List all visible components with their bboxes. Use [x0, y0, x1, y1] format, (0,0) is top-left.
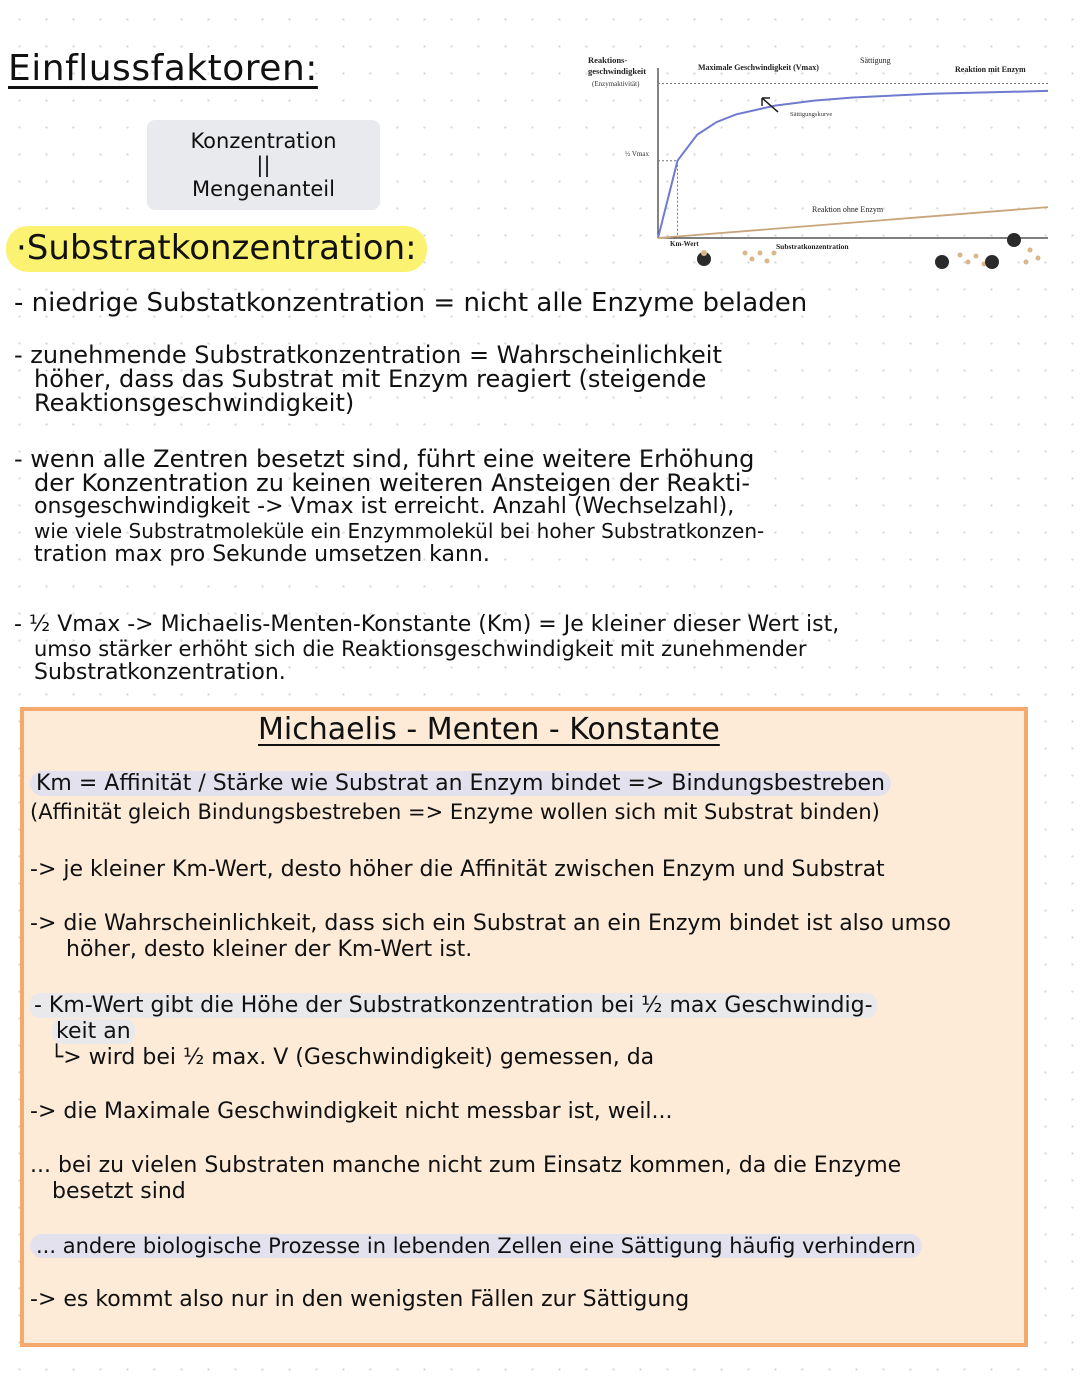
bullet-all-centers-occupied-line2: der Konzentration zu keinen weiteren Ansteigen der Reakti-: [34, 469, 751, 497]
km-measured-at-half-vmax: └> wird bei ½ max. V (Geschwindigkeit) gemessen, da: [50, 1045, 655, 1070]
chart-ylabel-line3: (Enzymaktivität): [592, 80, 640, 88]
km-probability-line1: -> die Wahrscheinlichkeit, dass sich ein Substrat an ein Enzym bindet ist also umso: [30, 911, 951, 936]
km-vmax-not-measurable: -> die Maximale Geschwindigkeit nicht messbar ist, weil...: [30, 1099, 673, 1124]
km-value-definition-line1: - Km-Wert gibt die Höhe der Substratkonzentration bei ½ max Geschwindig-: [30, 994, 877, 1018]
saturation-label: Sättigung: [860, 56, 891, 65]
km-affinity-explanation: (Affinität gleich Bindungsbestreben => Enzyme wollen sich mit Substrat binden): [30, 800, 880, 824]
legend-without-enzyme: Reaktion ohne Enzym: [812, 205, 884, 214]
km-value-definition-line2: keit an: [52, 1020, 135, 1044]
km-probability-line2: höher, desto kleiner der Km-Wert ist.: [66, 937, 473, 962]
km-reason-too-many-substrates-line2: besetzt sind: [52, 1179, 186, 1204]
saturation-curve-label: Sättigungskurve: [790, 111, 833, 118]
bullet-half-vmax-line3: Substratkonzentration.: [34, 660, 286, 685]
km-reason-too-many-substrates-line1: ... bei zu vielen Substraten manche nicht zum Einsatz kommen, da die Enzyme: [30, 1153, 902, 1178]
bullet-all-centers-occupied-line3: onsgeschwindigkeit -> Vmax ist erreicht. Anzahl (Wechselzahl),: [34, 494, 735, 519]
michaelis-menten-chart: [580, 50, 1060, 275]
chart-ylabel-line2: geschwindigkeit: [588, 66, 647, 76]
quantity-fraction-label: Mengenanteil: [192, 177, 335, 202]
bullet-all-centers-occupied: - wenn alle Zentren besetzt sind, führt eine weitere Erhöhung: [14, 445, 755, 473]
km-smaller-higher-affinity: -> je kleiner Km-Wert, desto höher die Affinität zwischen Enzym und Substrat: [30, 857, 885, 882]
chart-ylabel-line1: Reaktions-: [588, 55, 628, 65]
page-title: Einflussfaktoren:: [8, 48, 318, 89]
vmax-label: Maximale Geschwindigkeit (Vmax): [698, 63, 819, 72]
km-box-title: Michaelis - Menten - Konstante: [258, 712, 720, 747]
half-vmax-label: ½ Vmax: [625, 150, 649, 158]
section-heading: ·Substratkonzentration:: [6, 226, 427, 272]
chart-xlabel: Substratkonzentration: [776, 242, 849, 251]
concentration-label: Konzentration: [190, 128, 337, 153]
bullet-all-centers-occupied-line5: tration max pro Sekunde umsetzen kann.: [34, 542, 490, 567]
bullet-increasing-concentration-line2: höher, dass das Substrat mit Enzym reagiert (steigende: [34, 365, 707, 393]
bullet-increasing-concentration: - zunehmende Substratkonzentration = Wahrscheinlichkeit: [14, 341, 722, 369]
km-rarely-saturation: -> es kommt also nur in den wenigsten Fällen zur Sättigung: [30, 1287, 690, 1312]
km-label: Km-Wert: [670, 240, 699, 248]
legend-with-enzyme: Reaktion mit Enzym: [955, 65, 1026, 74]
bullet-low-concentration: - niedrige Substatkonzentration = nicht alle Enzyme beladen: [14, 288, 808, 318]
equivalence-sign: ||: [256, 152, 271, 177]
series-with-enzyme: [658, 91, 1048, 238]
bullet-all-centers-occupied-line4: wie viele Substratmoleküle ein Enzymmolekül bei hoher Substratkonzen-: [34, 519, 765, 543]
km-reason-biological-processes: ... andere biologische Prozesse in lebenden Zellen eine Sättigung häufig verhindern: [30, 1234, 922, 1258]
concentration-box: [147, 120, 380, 210]
bullet-half-vmax: - ½ Vmax -> Michaelis-Menten-Konstante (Km) = Je kleiner dieser Wert ist,: [14, 612, 840, 637]
bullet-increasing-concentration-line3: Reaktionsgeschwindigkeit): [34, 389, 355, 417]
km-affinity-line: Km = Affinität / Stärke wie Substrat an Enzym bindet => Bindungsbestreben: [30, 772, 891, 796]
bullet-half-vmax-line2: umso stärker erhöht sich die Reaktionsgeschwindigkeit mit zunehmender: [34, 637, 807, 661]
